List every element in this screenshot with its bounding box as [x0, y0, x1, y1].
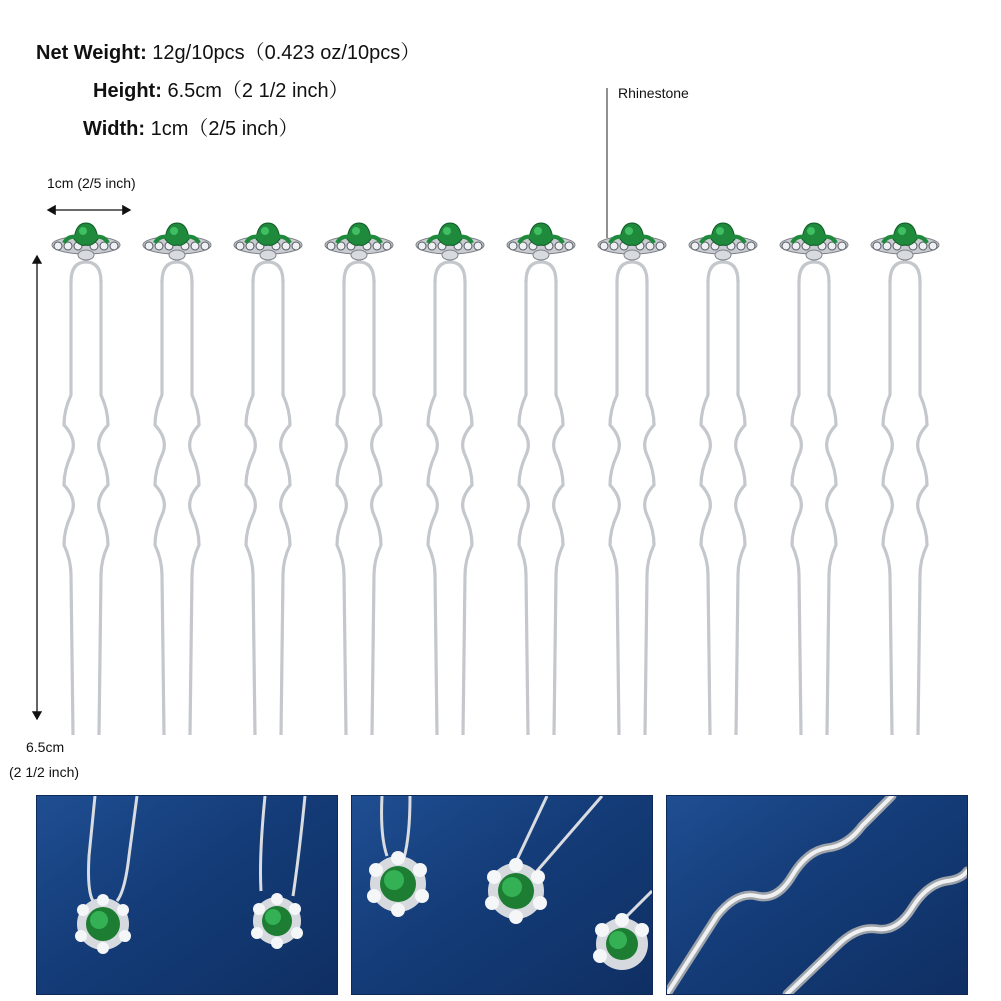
- net-weight-value: 12g/10pcs（0.423 oz/10pcs）: [152, 42, 421, 64]
- rhinestone-flower: [780, 223, 848, 260]
- hair-pin: [416, 223, 484, 735]
- height-dimension-cm-label: 6.5cm: [26, 739, 65, 755]
- height-dimension-inch-label: (2 1/2 inch): [9, 764, 80, 780]
- pin-left-prong: [64, 280, 73, 735]
- net-weight-label: Net Weight:: [36, 42, 147, 64]
- width-label: Width:: [83, 118, 146, 140]
- hair-pin: [52, 223, 120, 735]
- hair-pin: [598, 223, 666, 735]
- pin-bend: [253, 262, 283, 282]
- photo-pin-3: [367, 796, 429, 917]
- width-value: 1cm（2/5 inch）: [150, 118, 299, 140]
- pin-bend: [890, 262, 920, 282]
- rhinestone-flower: [52, 223, 120, 260]
- pin-left-prong: [883, 280, 892, 735]
- hair-pin: [871, 223, 939, 735]
- rhinestone-flower: [871, 223, 939, 260]
- pin-right-prong: [281, 280, 290, 735]
- pin-left-prong: [610, 280, 619, 735]
- pin-right-prong: [372, 280, 381, 735]
- pin-right-prong: [918, 280, 927, 735]
- pin-left-prong: [155, 280, 164, 735]
- rhinestone-flower: [598, 223, 666, 260]
- hair-pin: [143, 223, 211, 735]
- pin-right-prong: [645, 280, 654, 735]
- rhinestone-label: Rhinestone: [618, 85, 689, 101]
- detail-photo-2: [351, 795, 653, 995]
- pin-right-prong: [463, 280, 472, 735]
- rhinestone-flower: [234, 223, 302, 260]
- photo-wavy-prongs: [667, 796, 967, 994]
- pin-right-prong: [99, 280, 108, 735]
- pin-right-prong: [190, 280, 199, 735]
- pin-bend: [71, 262, 101, 282]
- pin-left-prong: [337, 280, 346, 735]
- hair-pin: [689, 223, 757, 735]
- pin-bend: [344, 262, 374, 282]
- pin-bend: [708, 262, 738, 282]
- rhinestone-flower: [143, 223, 211, 260]
- rhinestone-flower: [325, 223, 393, 260]
- detail-photo-3: [666, 795, 968, 995]
- pin-left-prong: [792, 280, 801, 735]
- rhinestone-flower: [416, 223, 484, 260]
- pin-left-prong: [519, 280, 528, 735]
- pin-right-prong: [554, 280, 563, 735]
- height-label: Height:: [93, 80, 162, 102]
- detail-photo-1: [36, 795, 338, 995]
- pin-left-prong: [701, 280, 710, 735]
- photo-pin-5: [593, 891, 652, 970]
- pin-right-prong: [827, 280, 836, 735]
- pin-bend: [435, 262, 465, 282]
- rhinestone-flower: [507, 223, 575, 260]
- hair-pin: [325, 223, 393, 735]
- hair-pin: [780, 223, 848, 735]
- rhinestone-flower: [689, 223, 757, 260]
- pin-left-prong: [246, 280, 255, 735]
- hair-pin: [507, 223, 575, 735]
- hair-pin: [234, 223, 302, 735]
- pin-left-prong: [428, 280, 437, 735]
- pin-bend: [617, 262, 647, 282]
- height-value: 6.5cm（2 1/2 inch）: [167, 80, 349, 102]
- pin-bend: [162, 262, 192, 282]
- pin-right-prong: [736, 280, 745, 735]
- pin-bend: [799, 262, 829, 282]
- photo-pin-1: [75, 796, 137, 954]
- photo-pin-4: [485, 796, 602, 924]
- width-dimension-label: 1cm (2/5 inch): [47, 175, 136, 191]
- photo-pin-2: [251, 796, 305, 949]
- pin-bend: [526, 262, 556, 282]
